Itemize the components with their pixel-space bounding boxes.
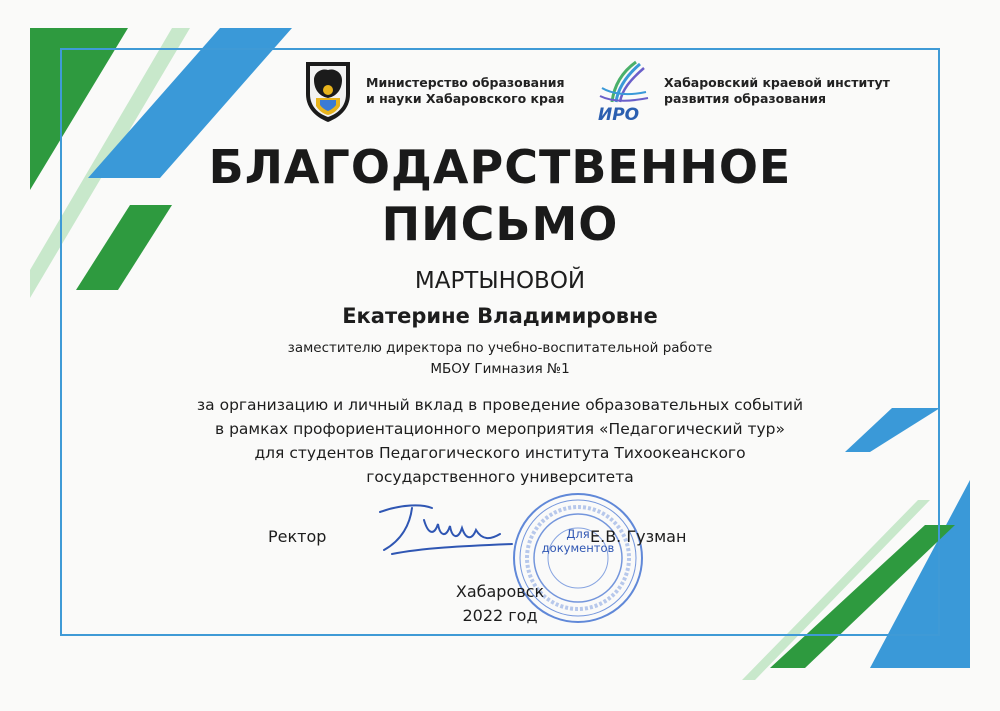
signatory-label: Ректор <box>268 527 327 546</box>
handwritten-signature <box>372 500 522 560</box>
reason-line: государственного университета <box>366 468 634 486</box>
iro-logo-icon <box>592 58 654 124</box>
ministry-logo-block <box>300 58 596 124</box>
header-logos <box>300 58 900 128</box>
iro-logo-text: ИРО <box>598 105 640 124</box>
title-line1: БЛАГОДАРСТВЕННОЕ <box>208 140 792 194</box>
reason-line: за организацию и личный вклад в проведение образовательных событий <box>196 396 804 414</box>
title-line2: ПИСЬМО <box>381 197 619 251</box>
institute-name <box>664 75 894 107</box>
institute-logo-block <box>592 58 894 124</box>
stamp-line1: Для <box>566 527 590 541</box>
ministry-name <box>366 75 596 107</box>
place: Хабаровск <box>455 582 545 601</box>
recipient-surname: МАРТЫНОВОЙ <box>414 268 586 294</box>
institute-name-line2: развития образования <box>664 91 827 106</box>
stamp-line2: документов <box>541 541 615 555</box>
recipient-position: заместителю директора по учебно-воспитательной работе <box>287 340 713 356</box>
ministry-name-line2: и науки Хабаровского края <box>366 91 565 106</box>
institute-name-line1: Хабаровский краевой институт <box>664 75 890 90</box>
bear-coat-of-arms-icon <box>300 58 356 124</box>
reason-line: в рамках профориентационного мероприятия «Педагогический тур» <box>215 420 785 438</box>
ministry-name-line1: Министерство образования <box>366 75 565 90</box>
year: 2022 год <box>462 606 538 625</box>
recipient-name: Екатерине Владимировне <box>342 304 658 328</box>
reason-line: для студентов Педагогического института Тихоокеанского <box>254 444 746 462</box>
signatory-name: Е.В. Гузман <box>590 527 687 546</box>
recipient-school: МБОУ Гимназия №1 <box>430 361 570 377</box>
